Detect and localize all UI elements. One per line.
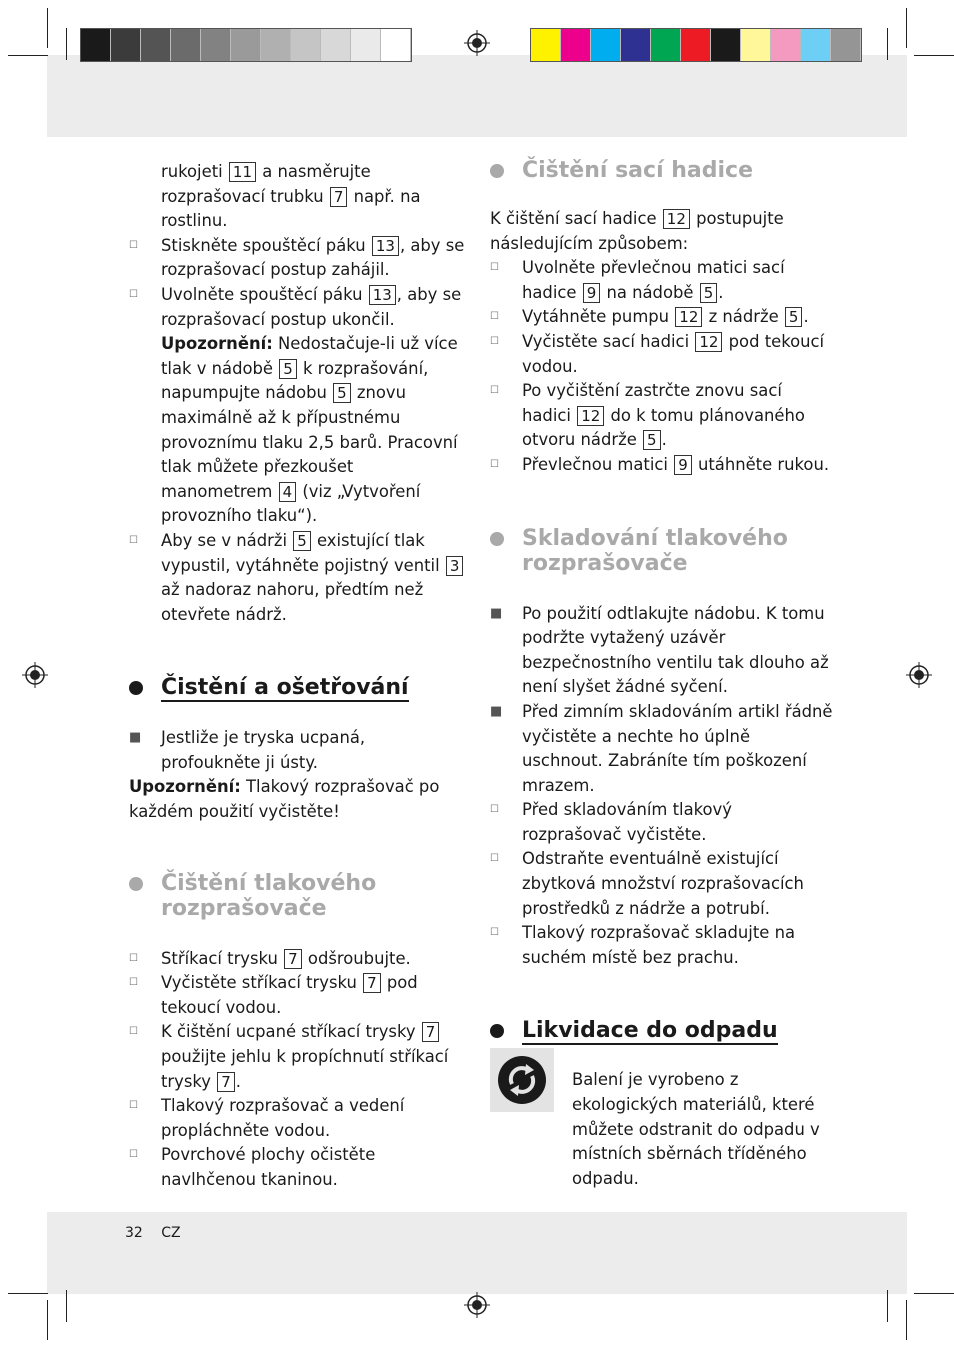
text: pod tekoucí vodou. <box>522 331 825 376</box>
text: (viz „Vytvoření provozního tlaku“). <box>161 481 421 526</box>
list-item <box>129 234 469 283</box>
header-band <box>47 55 907 137</box>
color-swatch <box>231 29 261 61</box>
part-ref: 7 <box>422 1022 440 1042</box>
part-ref: 5 <box>785 307 803 327</box>
checkbox-bullet-icon: ☐ <box>490 385 499 397</box>
text: Stiskněte spouštěcí páku <box>161 235 366 255</box>
section-heading-disposal <box>490 1018 835 1043</box>
text: pod tekoucí vodou. <box>161 973 418 1017</box>
checkbox-bullet-icon: ☐ <box>129 977 138 989</box>
checkbox-bullet-icon: ☐ <box>490 927 499 939</box>
text: existující tlak vypustil, vytáhněte pojistný ventil <box>161 530 440 575</box>
text: Nedostačuje-li už více tlak v nádobě <box>161 334 458 378</box>
right-column <box>490 158 835 1191</box>
color-swatch <box>711 29 741 61</box>
registration-mark-icon <box>906 662 932 688</box>
crop-mark <box>887 1290 888 1322</box>
color-swatch <box>171 29 201 61</box>
list-item <box>490 305 835 330</box>
heading-text: Čistění a ošetřování <box>161 675 409 701</box>
color-swatch <box>351 29 381 61</box>
crop-mark <box>914 1293 954 1294</box>
list-item <box>129 1020 469 1094</box>
text: , aby se rozprašovací postup zahájil. <box>161 235 465 280</box>
checkbox-bullet-icon: ☐ <box>490 458 499 470</box>
bullet-dot-icon <box>490 532 504 546</box>
part-ref: 5 <box>279 359 297 379</box>
list-item <box>490 921 835 970</box>
color-swatch <box>561 29 591 61</box>
list-item <box>490 453 835 478</box>
text: . <box>803 307 809 327</box>
registration-mark-icon <box>464 30 490 56</box>
text: odšroubujte. <box>302 948 411 968</box>
page-number: 32 <box>125 1225 143 1241</box>
list-item <box>129 971 469 1020</box>
text: utáhněte rukou. <box>692 454 830 474</box>
checkbox-bullet-icon: ☐ <box>490 853 499 865</box>
square-bullet-icon: ■ <box>490 605 503 621</box>
color-swatch <box>681 29 711 61</box>
list-item <box>490 798 835 847</box>
text: Po vyčištění zastrčte znovu sací hadici <box>522 381 782 425</box>
color-swatch <box>111 29 141 61</box>
heading-text: Čištění sací hadice <box>522 158 754 183</box>
list-item <box>490 602 835 700</box>
part-ref: 5 <box>293 531 311 551</box>
square-bullet-icon: ■ <box>129 730 142 746</box>
text: Tlakový rozprašovač po každém použití vyčistěte! <box>129 777 440 822</box>
bullet-dot-icon <box>129 877 143 891</box>
text: použijte jehlu k propíchnutí stříkací trysky <box>161 1047 449 1091</box>
text: Před skladováním tlakový rozprašovač vyčistěte. <box>522 800 732 844</box>
section-heading-cleaning <box>129 871 469 921</box>
list-item <box>129 947 469 972</box>
color-swatch <box>381 29 411 61</box>
checkbox-bullet-icon: ☐ <box>490 804 499 816</box>
color-swatch <box>591 29 621 61</box>
section-heading-storage <box>490 526 835 576</box>
text: . <box>235 1071 241 1091</box>
left-column <box>129 160 469 1193</box>
text: Vyčistěte stříkací trysku <box>161 973 357 993</box>
part-ref: 12 <box>663 209 690 229</box>
section-heading-care <box>129 675 469 700</box>
color-swatch <box>831 29 861 61</box>
color-swatch <box>771 29 801 61</box>
text: na nádobě <box>601 282 694 302</box>
color-swatch <box>621 29 651 61</box>
checkbox-bullet-icon: ☐ <box>490 335 499 347</box>
color-swatch <box>141 29 171 61</box>
crop-mark <box>66 1290 67 1322</box>
text: . <box>718 282 724 302</box>
text: do k tomu plánovaného otvoru nádrže <box>522 405 805 450</box>
bullet-dot-icon <box>490 1024 504 1038</box>
list-item <box>129 529 469 627</box>
crop-mark <box>887 28 888 60</box>
color-swatch <box>741 29 771 61</box>
part-ref: 11 <box>229 162 256 182</box>
paragraph <box>490 207 835 256</box>
color-bar <box>530 28 862 62</box>
list-item <box>129 1143 469 1192</box>
heading-text: Skladování tlakového rozprašovače <box>522 525 788 576</box>
crop-mark <box>8 55 48 56</box>
recycling-icon <box>490 1048 554 1112</box>
bullet-dot-icon <box>490 164 504 178</box>
registration-mark-icon <box>22 662 48 688</box>
text: Před zimním skladováním artikl řádně vyčistěte a nechte ho úplně uschnout. Zabráníte tím poškození mrazem. <box>522 701 833 795</box>
part-ref: 12 <box>577 406 604 426</box>
list-item <box>490 847 835 921</box>
text: Jestliže je tryska ucpaná, profoukněte ji ústy. <box>161 728 366 772</box>
color-swatch <box>291 29 321 61</box>
crop-mark <box>906 1300 907 1340</box>
list-item <box>129 1094 469 1143</box>
paragraph <box>129 160 469 234</box>
part-ref: 12 <box>695 332 722 352</box>
part-ref: 5 <box>333 383 351 403</box>
color-swatch <box>81 29 111 61</box>
part-ref: 13 <box>372 236 399 256</box>
part-ref: 5 <box>700 283 718 303</box>
text: Po použití odtlakujte nádobu. K tomu podržte vytažený uzávěr bezpečnostního ventilu tak dlouho až není slyšet žádné syčení. <box>522 603 829 697</box>
part-ref: 7 <box>284 949 302 969</box>
list-item <box>129 283 469 332</box>
text: K čištění ucpané stříkací trysky <box>161 1022 416 1042</box>
checkbox-bullet-icon: ☐ <box>129 239 138 251</box>
checkbox-bullet-icon: ☐ <box>129 1026 138 1038</box>
text: znovu maximálně až k přípustnému provoznímu tlaku 2,5 barů. Pracovní tlak můžete přezkoušet manometrem <box>161 383 458 501</box>
crop-mark <box>66 28 67 60</box>
text: rukojeti <box>161 162 223 181</box>
crop-mark <box>914 55 954 56</box>
bullet-dot-icon <box>129 681 143 695</box>
text: a nasměrujte rozprašovací trubku <box>161 162 371 206</box>
crop-mark <box>47 1300 48 1340</box>
heading-text: Likvidace do odpadu <box>522 1018 778 1044</box>
text: Odstraňte eventuálně existující zbytková množství rozprašovacích prostředků z nádrže a potrubí. <box>522 849 804 918</box>
text: z nádrže <box>703 307 779 327</box>
part-ref: 13 <box>369 285 396 305</box>
list-item <box>490 256 835 305</box>
color-swatch <box>801 29 831 61</box>
text: např. na rostlinu. <box>161 186 421 231</box>
checkbox-bullet-icon: ☐ <box>129 288 138 300</box>
crop-mark <box>906 8 907 48</box>
page-footer <box>125 1225 181 1241</box>
text: Uvolněte spouštěcí páku <box>161 284 363 304</box>
crop-mark <box>8 1293 48 1294</box>
list-item <box>129 726 469 775</box>
color-swatch <box>201 29 231 61</box>
color-swatch <box>261 29 291 61</box>
note-label: Upozornění: <box>129 777 241 797</box>
color-swatch <box>651 29 681 61</box>
text: K čištění sací hadice <box>490 209 657 228</box>
note-label: Upozornění: <box>161 334 273 354</box>
gray-color-bar <box>80 28 412 62</box>
part-ref: 3 <box>446 556 464 576</box>
text: Povrchové plochy očistěte navlhčenou tkaninou. <box>161 1145 376 1189</box>
registration-mark-icon <box>464 1292 490 1318</box>
part-ref: 7 <box>217 1072 235 1092</box>
text: až nadoraz nahoru, předtím než otevřete nádrž. <box>161 580 424 624</box>
text: k rozprašování, napumpujte nádobu <box>161 358 429 403</box>
text: postupujte následujícím způsobem: <box>490 209 784 253</box>
color-swatch <box>321 29 351 61</box>
checkbox-bullet-icon: ☐ <box>490 311 499 323</box>
heading-text: Čištění tlakového rozprašovače <box>161 870 377 921</box>
text: Stříkací trysku <box>161 948 278 968</box>
list-item <box>490 700 835 798</box>
checkbox-bullet-icon: ☐ <box>129 1149 138 1161</box>
part-ref: 12 <box>675 307 702 327</box>
part-ref: 5 <box>643 430 661 450</box>
text: Tlakový rozprašovač skladujte na suchém místě bez prachu. <box>522 923 796 967</box>
text: Vyčistěte sací hadici <box>522 331 690 351</box>
part-ref: 4 <box>279 482 297 502</box>
text: Aby se v nádrži <box>161 530 288 550</box>
note <box>129 775 469 824</box>
checkbox-bullet-icon: ☐ <box>129 534 138 546</box>
part-ref: 7 <box>330 187 348 207</box>
square-bullet-icon: ■ <box>490 703 503 719</box>
text: . <box>661 430 667 450</box>
language-code: CZ <box>161 1225 181 1241</box>
text: , aby se rozprašovací postup ukončil. <box>161 284 462 329</box>
part-ref: 7 <box>363 973 381 993</box>
text: Vytáhněte pumpu <box>522 307 670 327</box>
list-item <box>490 330 835 379</box>
note <box>129 332 469 529</box>
checkbox-bullet-icon: ☐ <box>490 262 499 274</box>
checkbox-bullet-icon: ☐ <box>129 952 138 964</box>
crop-mark <box>47 8 48 48</box>
color-swatch <box>531 29 561 61</box>
section-heading-hose <box>490 158 835 183</box>
checkbox-bullet-icon: ☐ <box>129 1100 138 1112</box>
text: Tlakový rozprašovač a vedení propláchněte vodou. <box>161 1096 405 1140</box>
list-item <box>490 379 835 453</box>
text: Uvolněte převlečnou matici sací hadice <box>522 258 785 302</box>
text: Balení je vyrobeno z ekologických materiálů, které můžete odstranit do odpadu v místních sběrnách tříděného odpadu. <box>572 1070 820 1188</box>
part-ref: 9 <box>674 455 692 475</box>
part-ref: 9 <box>583 283 601 303</box>
text: Převlečnou matici <box>522 454 668 474</box>
